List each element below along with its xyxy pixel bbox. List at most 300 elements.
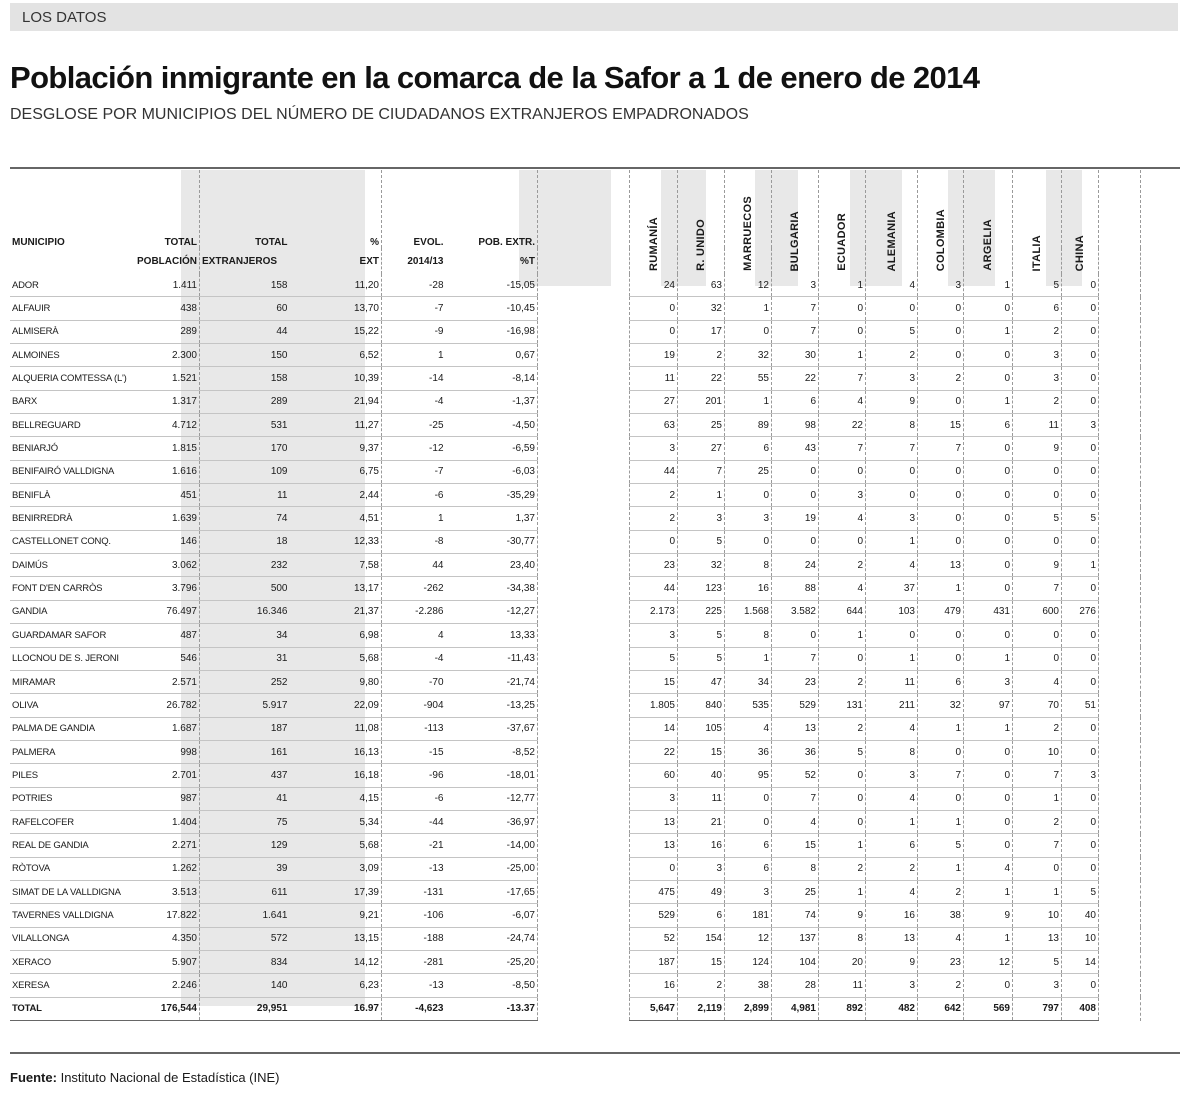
cell-pob-extr: -14,00 — [446, 834, 538, 857]
cell-country-count: 1 — [725, 390, 772, 413]
cell-country-count: 0 — [918, 390, 964, 413]
cell-spacer — [538, 554, 630, 577]
cell-country-count: 74 — [772, 904, 819, 927]
cell-country-count: 529 — [630, 904, 678, 927]
cell-evol: -25 — [382, 414, 446, 437]
cell-country-count: 24 — [772, 554, 819, 577]
header-country-alemania: ALEMANIA — [866, 170, 918, 274]
cell-country-count: 11 — [866, 670, 918, 693]
cell-municipio: OLIVA — [10, 694, 135, 717]
cell-country-count: 3 — [866, 974, 918, 997]
cell-municipio: REAL DE GANDIA — [10, 834, 135, 857]
cell-country-count: 600 — [1013, 600, 1062, 623]
cell-total-poblacion: 1.815 — [135, 437, 200, 460]
top-rule — [10, 167, 1180, 169]
cell-total-extranjeros: 572 — [200, 927, 290, 950]
cell-country-count: 5 — [1013, 950, 1062, 973]
cell-country-count: 0 — [918, 460, 964, 483]
cell-total-poblacion: 3.796 — [135, 577, 200, 600]
cell-country-count: 0 — [1062, 274, 1099, 297]
cell-country-count: 40 — [678, 764, 725, 787]
cell-country-count: 13 — [630, 834, 678, 857]
header-total-extranjeros-1: TOTAL — [255, 237, 288, 248]
cell-municipio: VILALLONGA — [10, 927, 135, 950]
cell-total-poblacion: 1.317 — [135, 390, 200, 413]
header-total-poblacion-2: POBLACIÓN — [135, 248, 200, 274]
cell-municipio: XERACO — [10, 950, 135, 973]
cell-country-count: 0 — [964, 367, 1013, 390]
cell-total-poblacion: 2.300 — [135, 344, 200, 367]
cell-country-count: 0 — [866, 297, 918, 320]
cell-trailing — [1099, 507, 1141, 530]
source-label: Fuente: — [10, 1070, 57, 1085]
cell-municipio: XERESA — [10, 974, 135, 997]
cell-trailing — [1099, 740, 1141, 763]
cell-spacer — [538, 484, 630, 507]
cell-country-count: 9 — [1013, 437, 1062, 460]
cell-pob-extr: -8,52 — [446, 740, 538, 763]
cell-country-count: 0 — [918, 344, 964, 367]
cell-country-count: 1 — [1013, 787, 1062, 810]
cell-trailing — [1099, 974, 1141, 997]
cell-country-count: 0 — [1062, 577, 1099, 600]
cell-country-count: 225 — [678, 600, 725, 623]
cell-evol: -21 — [382, 834, 446, 857]
cell-country-count: 5 — [678, 624, 725, 647]
cell-pct-ext: 6,23 — [290, 974, 382, 997]
cell-country-count: 22 — [630, 740, 678, 763]
cell-municipio: PALMA DE GANDIA — [10, 717, 135, 740]
cell-country-count: 10 — [1013, 904, 1062, 927]
cell-pct-ext: 13,17 — [290, 577, 382, 600]
cell-total-poblacion: 2.271 — [135, 834, 200, 857]
cell-total-poblacion: 1.521 — [135, 367, 200, 390]
cell-total-extranjeros: 150 — [200, 344, 290, 367]
cell-evol: -14 — [382, 367, 446, 390]
cell-municipio: BENIFLÀ — [10, 484, 135, 507]
cell-pob-extr: 23,40 — [446, 554, 538, 577]
cell-country-count: 0 — [918, 297, 964, 320]
cell-trailing — [1099, 484, 1141, 507]
cell-trailing — [1099, 904, 1141, 927]
cell-trailing — [1099, 390, 1141, 413]
cell-trailing — [1099, 577, 1141, 600]
cell-spacer — [538, 997, 630, 1020]
cell-country-count: 0 — [1013, 484, 1062, 507]
cell-country-count: 0 — [819, 530, 866, 553]
cell-pct-ext: 5,68 — [290, 834, 382, 857]
cell-pob-extr: -12,77 — [446, 787, 538, 810]
header-evol-2: 2014/13 — [407, 255, 444, 267]
cell-country-count: 16 — [630, 974, 678, 997]
cell-country-count: 12 — [964, 950, 1013, 973]
cell-pob-extr: -34,38 — [446, 577, 538, 600]
cell-evol: -188 — [382, 927, 446, 950]
cell-country-count: 3 — [866, 507, 918, 530]
page-subtitle: DESGLOSE POR MUNICIPIOS DEL NÚMERO DE CIUDADANOS EXTRANJEROS EMPADRONADOS — [10, 106, 749, 123]
cell-country-count: 211 — [866, 694, 918, 717]
cell-country-count: 0 — [1062, 437, 1099, 460]
cell-country-count: 1 — [918, 577, 964, 600]
cell-country-count: 1 — [678, 484, 725, 507]
cell-country-count: 52 — [772, 764, 819, 787]
cell-country-count: 13 — [918, 554, 964, 577]
cell-country-count: 0 — [1062, 484, 1099, 507]
cell-country-count: 27 — [678, 437, 725, 460]
cell-country-count: 0 — [819, 460, 866, 483]
cell-country-count: 47 — [678, 670, 725, 693]
cell-country-count: 0 — [918, 740, 964, 763]
cell-country-count: 2 — [819, 717, 866, 740]
cell-country-count: 11 — [630, 367, 678, 390]
cell-country-count: 2.173 — [630, 600, 678, 623]
cell-country-count: 23 — [772, 670, 819, 693]
cell-country-count: 124 — [725, 950, 772, 973]
cell-evol: -70 — [382, 670, 446, 693]
table-row — [10, 554, 1141, 577]
cell-municipio: SIMAT DE LA VALLDIGNA — [10, 880, 135, 903]
cell-country-count: 10 — [1062, 927, 1099, 950]
immigration-table — [10, 170, 1141, 1021]
cell-pct-ext: 9,21 — [290, 904, 382, 927]
cell-pct-ext: 6,98 — [290, 624, 382, 647]
cell-country-count: 0 — [1062, 857, 1099, 880]
cell-country-count: 4 — [866, 880, 918, 903]
cell-total-poblacion: 451 — [135, 484, 200, 507]
cell-trailing — [1099, 530, 1141, 553]
cell-country-count: 70 — [1013, 694, 1062, 717]
header-country-argelia: ARGELIA — [964, 170, 1013, 274]
cell-pct-ext: 22,09 — [290, 694, 382, 717]
cell-evol: 4 — [382, 624, 446, 647]
cell-total-extranjeros: 140 — [200, 974, 290, 997]
cell-country-count: 0 — [964, 530, 1013, 553]
cell-country-count: 6 — [678, 904, 725, 927]
cell-country-count: 5 — [1062, 880, 1099, 903]
cell-country-count: 0 — [1062, 367, 1099, 390]
cell-pob-extr: -25,20 — [446, 950, 538, 973]
header-total-poblacion-1: TOTAL — [135, 170, 200, 248]
cell-country-count: 11 — [1013, 414, 1062, 437]
cell-country-count: 201 — [678, 390, 725, 413]
cell-evol: 1 — [382, 507, 446, 530]
cell-country-count: 1 — [964, 390, 1013, 413]
cell-municipio: ADOR — [10, 274, 135, 297]
cell-pct-ext: 10,39 — [290, 367, 382, 390]
cell-country-count: 9 — [866, 390, 918, 413]
cell-pob-extr: -8,14 — [446, 367, 538, 390]
cell-country-count: 0 — [866, 484, 918, 507]
cell-country-count: 36 — [725, 740, 772, 763]
cell-country-count: 3.582 — [772, 600, 819, 623]
cell-country-count: 0 — [918, 320, 964, 343]
cell-municipio: GUARDAMAR SAFOR — [10, 624, 135, 647]
cell-country-count: 2 — [819, 554, 866, 577]
table-row — [10, 880, 1141, 903]
cell-country-count: 1 — [819, 274, 866, 297]
cell-spacer — [538, 834, 630, 857]
cell-country-count: 0 — [630, 320, 678, 343]
cell-country-count: 22 — [819, 414, 866, 437]
cell-country-count: 3 — [772, 274, 819, 297]
cell-evol: -262 — [382, 577, 446, 600]
cell-pob-extr: -13.37 — [446, 997, 538, 1020]
cell-country-count: 0 — [725, 787, 772, 810]
cell-country-count: 3 — [630, 624, 678, 647]
cell-evol: -6 — [382, 787, 446, 810]
cell-total-extranjeros: 158 — [200, 274, 290, 297]
cell-country-count: 6 — [1013, 297, 1062, 320]
cell-country-count: 6 — [772, 390, 819, 413]
cell-country-count: 9 — [1013, 554, 1062, 577]
cell-total-extranjeros: 834 — [200, 950, 290, 973]
cell-country-count: 1 — [918, 717, 964, 740]
cell-trailing — [1099, 810, 1141, 833]
cell-country-count: 0 — [1062, 647, 1099, 670]
cell-country-count: 0 — [630, 530, 678, 553]
cell-country-count: 0 — [1062, 974, 1099, 997]
cell-country-count: 15 — [630, 670, 678, 693]
cell-country-count: 1 — [964, 647, 1013, 670]
cell-country-count: 1 — [819, 834, 866, 857]
cell-municipio: ALQUERIA COMTESSA (L') — [10, 367, 135, 390]
cell-country-count: 11 — [678, 787, 725, 810]
cell-country-count: 0 — [964, 810, 1013, 833]
cell-spacer — [538, 530, 630, 553]
cell-total-extranjeros: 44 — [200, 320, 290, 343]
cell-total-extranjeros: 611 — [200, 880, 290, 903]
cell-country-count: 98 — [772, 414, 819, 437]
cell-country-count: 23 — [918, 950, 964, 973]
cell-country-count: 13 — [1013, 927, 1062, 950]
cell-evol: -113 — [382, 717, 446, 740]
cell-total-poblacion: 2.701 — [135, 764, 200, 787]
cell-country-count: 32 — [918, 694, 964, 717]
cell-pob-extr: -17,65 — [446, 880, 538, 903]
cell-country-count: 1 — [725, 297, 772, 320]
cell-country-count: 12 — [725, 274, 772, 297]
cell-pct-ext: 14,12 — [290, 950, 382, 973]
cell-country-count: 642 — [918, 997, 964, 1020]
cell-pct-ext: 21,94 — [290, 390, 382, 413]
cell-pob-extr: -37,67 — [446, 717, 538, 740]
cell-country-count: 5 — [866, 320, 918, 343]
cell-country-count: 19 — [772, 507, 819, 530]
cell-country-count: 1 — [819, 624, 866, 647]
cell-country-count: 0 — [964, 460, 1013, 483]
cell-pob-extr: -4,50 — [446, 414, 538, 437]
cell-country-count: 13 — [772, 717, 819, 740]
cell-total-extranjeros: 437 — [200, 764, 290, 787]
table-row — [10, 904, 1141, 927]
cell-pob-extr: -8,50 — [446, 974, 538, 997]
cell-municipio: BARX — [10, 390, 135, 413]
cell-total-poblacion: 4.350 — [135, 927, 200, 950]
cell-total-extranjeros: 170 — [200, 437, 290, 460]
cell-country-count: 3 — [725, 507, 772, 530]
cell-spacer — [538, 320, 630, 343]
cell-trailing — [1099, 997, 1141, 1020]
cell-country-count: 55 — [725, 367, 772, 390]
cell-country-count: 88 — [772, 577, 819, 600]
cell-evol: -28 — [382, 274, 446, 297]
cell-evol: -4 — [382, 390, 446, 413]
cell-country-count: 25 — [772, 880, 819, 903]
cell-country-count: 3 — [678, 857, 725, 880]
cell-country-count: 840 — [678, 694, 725, 717]
cell-country-count: 123 — [678, 577, 725, 600]
table-body — [10, 274, 1141, 1021]
cell-evol: 44 — [382, 554, 446, 577]
table-row — [10, 274, 1141, 297]
cell-country-count: 2 — [1013, 390, 1062, 413]
cell-country-count: 1 — [866, 810, 918, 833]
cell-country-count: 4 — [819, 507, 866, 530]
cell-trailing — [1099, 414, 1141, 437]
header-row-top — [10, 170, 1141, 248]
section-label-bar — [10, 3, 1178, 31]
cell-spacer — [538, 647, 630, 670]
cell-pct-ext: 9,37 — [290, 437, 382, 460]
cell-country-count: 7 — [772, 787, 819, 810]
cell-total-extranjeros: 16.346 — [200, 600, 290, 623]
cell-total-extranjeros: 109 — [200, 460, 290, 483]
source-text: Instituto Nacional de Estadística (INE) — [60, 1070, 280, 1085]
cell-country-count: 0 — [1062, 717, 1099, 740]
cell-total-poblacion: 487 — [135, 624, 200, 647]
cell-spacer — [538, 717, 630, 740]
cell-country-count: 3 — [678, 507, 725, 530]
table-row — [10, 367, 1141, 390]
cell-evol: -6 — [382, 484, 446, 507]
cell-total-poblacion: 2.571 — [135, 670, 200, 693]
cell-municipio: BELLREGUARD — [10, 414, 135, 437]
cell-country-count: 0 — [964, 740, 1013, 763]
cell-country-count: 7 — [772, 297, 819, 320]
header-country-china: CHINA — [1062, 170, 1099, 274]
cell-total-extranjeros: 158 — [200, 367, 290, 390]
cell-total-poblacion: 1.639 — [135, 507, 200, 530]
cell-country-count: 21 — [678, 810, 725, 833]
cell-pct-ext: 11,08 — [290, 717, 382, 740]
table-row — [10, 507, 1141, 530]
cell-total-poblacion: 2.246 — [135, 974, 200, 997]
cell-country-count: 475 — [630, 880, 678, 903]
cell-country-count: 8 — [725, 554, 772, 577]
cell-country-count: 479 — [918, 600, 964, 623]
cell-total-poblacion: 1.616 — [135, 460, 200, 483]
cell-municipio: LLOCNOU DE S. JERONI — [10, 647, 135, 670]
cell-total-poblacion: 1.404 — [135, 810, 200, 833]
cell-total-extranjeros: 500 — [200, 577, 290, 600]
cell-country-count: 14 — [1062, 950, 1099, 973]
cell-country-count: 0 — [1062, 530, 1099, 553]
cell-country-count: 131 — [819, 694, 866, 717]
cell-municipio: RAFELCOFER — [10, 810, 135, 833]
cell-total-poblacion: 3.513 — [135, 880, 200, 903]
cell-country-count: 4 — [866, 717, 918, 740]
cell-country-count: 30 — [772, 344, 819, 367]
cell-pob-extr: -35,29 — [446, 484, 538, 507]
cell-total-poblacion: 1.262 — [135, 857, 200, 880]
cell-pct-ext: 16.97 — [290, 997, 382, 1020]
cell-country-count: 0 — [1062, 344, 1099, 367]
cell-trailing — [1099, 717, 1141, 740]
cell-country-count: 3 — [918, 274, 964, 297]
header-pob-extr-2: %T — [446, 248, 538, 274]
cell-country-count: 2 — [678, 974, 725, 997]
cell-total-extranjeros: 1.641 — [200, 904, 290, 927]
cell-country-count: 0 — [964, 834, 1013, 857]
cell-country-count: 7 — [1013, 764, 1062, 787]
cell-total-extranjeros: 11 — [200, 484, 290, 507]
cell-municipio: ALFAUIR — [10, 297, 135, 320]
cell-total-poblacion: 289 — [135, 320, 200, 343]
cell-pob-extr: 1,37 — [446, 507, 538, 530]
cell-total-poblacion: 4.712 — [135, 414, 200, 437]
cell-spacer — [538, 787, 630, 810]
cell-municipio: BENIRREDRÀ — [10, 507, 135, 530]
cell-country-count: 892 — [819, 997, 866, 1020]
cell-country-count: 25 — [678, 414, 725, 437]
cell-country-count: 408 — [1062, 997, 1099, 1020]
cell-municipio: MIRAMAR — [10, 670, 135, 693]
cell-country-count: 529 — [772, 694, 819, 717]
cell-country-count: 60 — [630, 764, 678, 787]
header-country-ecuador: ECUADOR — [819, 170, 866, 274]
cell-spacer — [538, 600, 630, 623]
cell-country-count: 7 — [678, 460, 725, 483]
cell-municipio: POTRIES — [10, 787, 135, 810]
cell-country-count: 27 — [630, 390, 678, 413]
cell-country-count: 7 — [918, 764, 964, 787]
cell-municipio: DAIMÚS — [10, 554, 135, 577]
cell-country-count: 0 — [964, 764, 1013, 787]
cell-spacer — [538, 927, 630, 950]
cell-country-count: 1 — [1013, 880, 1062, 903]
cell-trailing — [1099, 320, 1141, 343]
cell-trailing — [1099, 647, 1141, 670]
cell-evol: -9 — [382, 320, 446, 343]
cell-trailing — [1099, 787, 1141, 810]
cell-country-count: 2 — [819, 857, 866, 880]
cell-spacer — [538, 390, 630, 413]
cell-country-count: 1 — [964, 274, 1013, 297]
cell-country-count: 1 — [866, 530, 918, 553]
cell-total-poblacion: 3.062 — [135, 554, 200, 577]
cell-country-count: 32 — [725, 344, 772, 367]
cell-country-count: 0 — [772, 484, 819, 507]
cell-pct-ext: 16,13 — [290, 740, 382, 763]
cell-country-count: 7 — [819, 437, 866, 460]
cell-country-count: 104 — [772, 950, 819, 973]
cell-country-count: 0 — [725, 320, 772, 343]
cell-total-extranjeros: 129 — [200, 834, 290, 857]
cell-country-count: 32 — [678, 297, 725, 320]
cell-spacer — [538, 624, 630, 647]
cell-pct-ext: 11,20 — [290, 274, 382, 297]
cell-spacer — [538, 507, 630, 530]
cell-total-extranjeros: 29,951 — [200, 997, 290, 1020]
cell-pct-ext: 4,51 — [290, 507, 382, 530]
cell-country-count: 5 — [819, 740, 866, 763]
cell-country-count: 2 — [678, 344, 725, 367]
cell-country-count: 3 — [866, 367, 918, 390]
table-row — [10, 834, 1141, 857]
cell-municipio: GANDIA — [10, 600, 135, 623]
cell-pct-ext: 2,44 — [290, 484, 382, 507]
cell-country-count: 2 — [866, 857, 918, 880]
